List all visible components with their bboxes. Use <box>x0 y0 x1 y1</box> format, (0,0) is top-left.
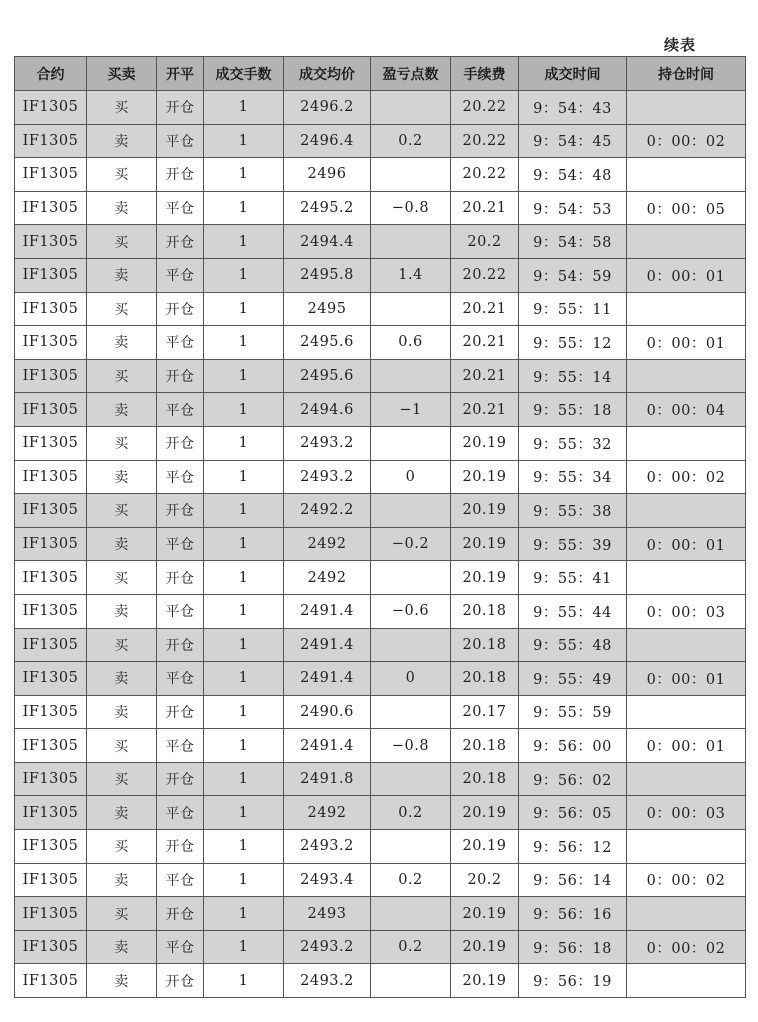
cell-fee: 20.19 <box>451 527 519 561</box>
cell-hold-time <box>627 897 746 931</box>
cell-open-close: 平仓 <box>157 124 204 158</box>
cell-side: 卖 <box>87 191 157 225</box>
header-lots: 成交手数 <box>204 57 284 91</box>
cell-trade-time: 9：55：48 <box>519 628 627 662</box>
cell-hold-time: 0：00：01 <box>627 326 746 360</box>
table-row <box>15 964 746 998</box>
cell-hold-time <box>627 964 746 998</box>
cell-pnl-points: 1.4 <box>371 258 451 292</box>
cell-fee: 20.21 <box>451 191 519 225</box>
cell-hold-time: 0：00：02 <box>627 930 746 964</box>
cell-pnl-points: −0.2 <box>371 527 451 561</box>
cell-contract: IF1305 <box>15 225 87 259</box>
cell-pnl-points <box>371 561 451 595</box>
cell-avg-price: 2491.4 <box>284 628 371 662</box>
header-trade-time: 成交时间 <box>519 57 627 91</box>
cell-trade-time: 9：56：14 <box>519 863 627 897</box>
cell-avg-price: 2496.2 <box>284 91 371 125</box>
cell-fee: 20.22 <box>451 124 519 158</box>
cell-fee: 20.17 <box>451 695 519 729</box>
cell-fee: 20.2 <box>451 225 519 259</box>
cell-lots: 1 <box>204 662 284 696</box>
cell-avg-price: 2492 <box>284 796 371 830</box>
cell-fee: 20.19 <box>451 460 519 494</box>
cell-side: 买 <box>87 494 157 528</box>
table-row <box>15 796 746 830</box>
cell-pnl-points: 0.2 <box>371 930 451 964</box>
cell-side: 买 <box>87 359 157 393</box>
trade-rows <box>15 91 746 998</box>
cell-hold-time: 0：00：04 <box>627 393 746 427</box>
cell-trade-time: 9：55：32 <box>519 426 627 460</box>
cell-side: 卖 <box>87 863 157 897</box>
cell-hold-time <box>627 695 746 729</box>
cell-contract: IF1305 <box>15 292 87 326</box>
cell-pnl-points: 0.6 <box>371 326 451 360</box>
cell-pnl-points <box>371 762 451 796</box>
cell-trade-time: 9：56：02 <box>519 762 627 796</box>
cell-lots: 1 <box>204 897 284 931</box>
cell-hold-time: 0：00：05 <box>627 191 746 225</box>
cell-lots: 1 <box>204 292 284 326</box>
cell-pnl-points <box>371 359 451 393</box>
cell-trade-time: 9：55：18 <box>519 393 627 427</box>
cell-lots: 1 <box>204 527 284 561</box>
cell-hold-time: 0：00：01 <box>627 662 746 696</box>
cell-avg-price: 2491.4 <box>284 594 371 628</box>
table-row <box>15 158 746 192</box>
cell-side: 卖 <box>87 393 157 427</box>
cell-avg-price: 2493.2 <box>284 460 371 494</box>
cell-contract: IF1305 <box>15 662 87 696</box>
cell-avg-price: 2492 <box>284 527 371 561</box>
table-row <box>15 460 746 494</box>
cell-trade-time: 9：54：45 <box>519 124 627 158</box>
cell-trade-time: 9：55：41 <box>519 561 627 595</box>
cell-lots: 1 <box>204 426 284 460</box>
cell-trade-time: 9：55：38 <box>519 494 627 528</box>
cell-contract: IF1305 <box>15 393 87 427</box>
cell-pnl-points <box>371 830 451 864</box>
cell-contract: IF1305 <box>15 527 87 561</box>
cell-hold-time <box>627 561 746 595</box>
cell-fee: 20.19 <box>451 796 519 830</box>
cell-side: 买 <box>87 729 157 763</box>
cell-contract: IF1305 <box>15 426 87 460</box>
cell-fee: 20.18 <box>451 628 519 662</box>
table-row <box>15 662 746 696</box>
cell-hold-time <box>627 359 746 393</box>
cell-avg-price: 2495.2 <box>284 191 371 225</box>
cell-hold-time <box>627 628 746 662</box>
cell-lots: 1 <box>204 494 284 528</box>
cell-open-close: 平仓 <box>157 326 204 360</box>
header-avg-price: 成交均价 <box>284 57 371 91</box>
header-row <box>15 57 746 91</box>
table-row <box>15 124 746 158</box>
cell-trade-time: 9：55：49 <box>519 662 627 696</box>
cell-fee: 20.21 <box>451 393 519 427</box>
cell-fee: 20.21 <box>451 359 519 393</box>
cell-lots: 1 <box>204 594 284 628</box>
cell-open-close: 平仓 <box>157 930 204 964</box>
cell-contract: IF1305 <box>15 561 87 595</box>
table-row <box>15 191 746 225</box>
table-row <box>15 326 746 360</box>
cell-open-close: 平仓 <box>157 662 204 696</box>
cell-side: 卖 <box>87 796 157 830</box>
cell-side: 买 <box>87 225 157 259</box>
cell-lots: 1 <box>204 393 284 427</box>
table-row <box>15 359 746 393</box>
cell-hold-time <box>627 225 746 259</box>
cell-lots: 1 <box>204 628 284 662</box>
cell-open-close: 平仓 <box>157 594 204 628</box>
header-pnl-points: 盈亏点数 <box>371 57 451 91</box>
cell-trade-time: 9：56：12 <box>519 830 627 864</box>
cell-avg-price: 2493 <box>284 897 371 931</box>
cell-hold-time <box>627 158 746 192</box>
cell-trade-time: 9：54：59 <box>519 258 627 292</box>
cell-trade-time: 9：55：39 <box>519 527 627 561</box>
table-row <box>15 930 746 964</box>
cell-contract: IF1305 <box>15 796 87 830</box>
trade-table <box>14 56 746 998</box>
cell-pnl-points: −0.8 <box>371 191 451 225</box>
cell-hold-time: 0：00：02 <box>627 863 746 897</box>
cell-open-close: 开仓 <box>157 158 204 192</box>
cell-lots: 1 <box>204 695 284 729</box>
cell-lots: 1 <box>204 762 284 796</box>
table-row <box>15 830 746 864</box>
cell-fee: 20.21 <box>451 326 519 360</box>
cell-fee: 20.22 <box>451 258 519 292</box>
table-row <box>15 628 746 662</box>
cell-pnl-points <box>371 628 451 662</box>
cell-side: 卖 <box>87 695 157 729</box>
cell-side: 买 <box>87 897 157 931</box>
header-side: 买卖 <box>87 57 157 91</box>
cell-open-close: 开仓 <box>157 628 204 662</box>
cell-contract: IF1305 <box>15 158 87 192</box>
cell-hold-time: 0：00：01 <box>627 729 746 763</box>
cell-side: 卖 <box>87 124 157 158</box>
cell-side: 卖 <box>87 594 157 628</box>
cell-hold-time: 0：00：03 <box>627 594 746 628</box>
header-open-close: 开平 <box>157 57 204 91</box>
cell-fee: 20.19 <box>451 830 519 864</box>
cell-lots: 1 <box>204 930 284 964</box>
cell-avg-price: 2496 <box>284 158 371 192</box>
cell-trade-time: 9：55：34 <box>519 460 627 494</box>
cell-hold-time <box>627 494 746 528</box>
cell-side: 卖 <box>87 460 157 494</box>
cell-open-close: 平仓 <box>157 393 204 427</box>
table-row <box>15 494 746 528</box>
cell-avg-price: 2493.2 <box>284 830 371 864</box>
cell-pnl-points: 0 <box>371 460 451 494</box>
table-row <box>15 292 746 326</box>
cell-open-close: 开仓 <box>157 225 204 259</box>
cell-side: 卖 <box>87 930 157 964</box>
cell-pnl-points: 0 <box>371 662 451 696</box>
cell-contract: IF1305 <box>15 830 87 864</box>
cell-trade-time: 9：54：43 <box>519 91 627 125</box>
cell-fee: 20.2 <box>451 863 519 897</box>
cell-fee: 20.21 <box>451 292 519 326</box>
cell-fee: 20.19 <box>451 561 519 595</box>
cell-pnl-points: 0.2 <box>371 124 451 158</box>
cell-lots: 1 <box>204 326 284 360</box>
cell-contract: IF1305 <box>15 762 87 796</box>
cell-pnl-points <box>371 91 451 125</box>
cell-contract: IF1305 <box>15 91 87 125</box>
header-hold-time: 持仓时间 <box>627 57 746 91</box>
cell-open-close: 平仓 <box>157 729 204 763</box>
cell-hold-time: 0：00：01 <box>627 527 746 561</box>
cell-avg-price: 2493.4 <box>284 863 371 897</box>
cell-hold-time: 0：00：03 <box>627 796 746 830</box>
cell-lots: 1 <box>204 796 284 830</box>
cell-pnl-points: −1 <box>371 393 451 427</box>
cell-contract: IF1305 <box>15 191 87 225</box>
cell-open-close: 平仓 <box>157 796 204 830</box>
cell-pnl-points <box>371 225 451 259</box>
cell-hold-time <box>627 762 746 796</box>
cell-open-close: 开仓 <box>157 91 204 125</box>
table-row <box>15 527 746 561</box>
cell-contract: IF1305 <box>15 695 87 729</box>
cell-open-close: 开仓 <box>157 494 204 528</box>
cell-open-close: 平仓 <box>157 258 204 292</box>
cell-lots: 1 <box>204 561 284 595</box>
cell-avg-price: 2495.8 <box>284 258 371 292</box>
cell-open-close: 平仓 <box>157 191 204 225</box>
cell-hold-time <box>627 91 746 125</box>
cell-fee: 20.19 <box>451 897 519 931</box>
cell-open-close: 开仓 <box>157 964 204 998</box>
cell-avg-price: 2493.2 <box>284 426 371 460</box>
cell-side: 卖 <box>87 964 157 998</box>
cell-pnl-points: −0.8 <box>371 729 451 763</box>
cell-contract: IF1305 <box>15 863 87 897</box>
cell-avg-price: 2494.4 <box>284 225 371 259</box>
cell-avg-price: 2495 <box>284 292 371 326</box>
cell-side: 卖 <box>87 258 157 292</box>
cell-trade-time: 9：56：18 <box>519 930 627 964</box>
table-row <box>15 225 746 259</box>
cell-fee: 20.22 <box>451 91 519 125</box>
cell-hold-time: 0：00：02 <box>627 124 746 158</box>
cell-open-close: 开仓 <box>157 695 204 729</box>
cell-avg-price: 2491.4 <box>284 729 371 763</box>
table-row <box>15 393 746 427</box>
table-row <box>15 863 746 897</box>
cell-avg-price: 2492.2 <box>284 494 371 528</box>
cell-fee: 20.18 <box>451 729 519 763</box>
cell-lots: 1 <box>204 158 284 192</box>
cell-hold-time: 0：00：01 <box>627 258 746 292</box>
cell-lots: 1 <box>204 460 284 494</box>
cell-avg-price: 2495.6 <box>284 359 371 393</box>
cell-side: 卖 <box>87 662 157 696</box>
cell-trade-time: 9：54：53 <box>519 191 627 225</box>
cell-trade-time: 9：54：48 <box>519 158 627 192</box>
cell-side: 买 <box>87 158 157 192</box>
cell-trade-time: 9：56：00 <box>519 729 627 763</box>
cell-trade-time: 9：55：44 <box>519 594 627 628</box>
cell-open-close: 开仓 <box>157 359 204 393</box>
table-row <box>15 426 746 460</box>
cell-side: 卖 <box>87 326 157 360</box>
table-row <box>15 561 746 595</box>
cell-contract: IF1305 <box>15 326 87 360</box>
cell-hold-time <box>627 830 746 864</box>
header-fee: 手续费 <box>451 57 519 91</box>
cell-hold-time <box>627 426 746 460</box>
cell-open-close: 平仓 <box>157 527 204 561</box>
cell-open-close: 平仓 <box>157 863 204 897</box>
cell-fee: 20.19 <box>451 964 519 998</box>
cell-contract: IF1305 <box>15 494 87 528</box>
cell-lots: 1 <box>204 191 284 225</box>
cell-pnl-points <box>371 158 451 192</box>
cell-open-close: 平仓 <box>157 460 204 494</box>
cell-contract: IF1305 <box>15 460 87 494</box>
cell-pnl-points <box>371 964 451 998</box>
cell-lots: 1 <box>204 359 284 393</box>
cell-fee: 20.18 <box>451 662 519 696</box>
table-row <box>15 91 746 125</box>
cell-pnl-points <box>371 897 451 931</box>
cell-avg-price: 2491.4 <box>284 662 371 696</box>
cell-trade-time: 9：55：59 <box>519 695 627 729</box>
cell-avg-price: 2490.6 <box>284 695 371 729</box>
cell-open-close: 开仓 <box>157 830 204 864</box>
cell-fee: 20.22 <box>451 158 519 192</box>
cell-side: 买 <box>87 762 157 796</box>
cell-fee: 20.19 <box>451 930 519 964</box>
cell-lots: 1 <box>204 124 284 158</box>
cell-lots: 1 <box>204 91 284 125</box>
cell-open-close: 开仓 <box>157 762 204 796</box>
cell-contract: IF1305 <box>15 897 87 931</box>
cell-pnl-points: −0.6 <box>371 594 451 628</box>
table-row <box>15 729 746 763</box>
cell-contract: IF1305 <box>15 258 87 292</box>
cell-contract: IF1305 <box>15 359 87 393</box>
cell-lots: 1 <box>204 258 284 292</box>
table-row <box>15 258 746 292</box>
cell-open-close: 开仓 <box>157 426 204 460</box>
cell-avg-price: 2491.8 <box>284 762 371 796</box>
cell-pnl-points <box>371 426 451 460</box>
cell-avg-price: 2493.2 <box>284 930 371 964</box>
table-row <box>15 762 746 796</box>
cell-hold-time: 0：00：02 <box>627 460 746 494</box>
cell-fee: 20.18 <box>451 594 519 628</box>
cell-side: 买 <box>87 561 157 595</box>
cell-contract: IF1305 <box>15 628 87 662</box>
cell-avg-price: 2494.6 <box>284 393 371 427</box>
cell-trade-time: 9：54：58 <box>519 225 627 259</box>
cell-contract: IF1305 <box>15 594 87 628</box>
table-row <box>15 594 746 628</box>
cell-avg-price: 2495.6 <box>284 326 371 360</box>
cell-pnl-points <box>371 494 451 528</box>
cell-side: 卖 <box>87 527 157 561</box>
cell-trade-time: 9：56：05 <box>519 796 627 830</box>
table-caption: 续表 <box>663 36 696 54</box>
cell-trade-time: 9：55：12 <box>519 326 627 360</box>
cell-fee: 20.18 <box>451 762 519 796</box>
cell-fee: 20.19 <box>451 426 519 460</box>
table-row <box>15 897 746 931</box>
cell-pnl-points <box>371 292 451 326</box>
cell-avg-price: 2493.2 <box>284 964 371 998</box>
cell-side: 买 <box>87 91 157 125</box>
cell-side: 买 <box>87 830 157 864</box>
cell-open-close: 开仓 <box>157 897 204 931</box>
cell-lots: 1 <box>204 863 284 897</box>
cell-side: 买 <box>87 628 157 662</box>
cell-pnl-points: 0.2 <box>371 863 451 897</box>
cell-open-close: 开仓 <box>157 561 204 595</box>
table-row <box>15 695 746 729</box>
cell-side: 买 <box>87 292 157 326</box>
cell-fee: 20.19 <box>451 494 519 528</box>
cell-avg-price: 2492 <box>284 561 371 595</box>
cell-hold-time <box>627 292 746 326</box>
cell-avg-price: 2496.4 <box>284 124 371 158</box>
cell-lots: 1 <box>204 729 284 763</box>
cell-pnl-points: 0.2 <box>371 796 451 830</box>
cell-trade-time: 9：55：11 <box>519 292 627 326</box>
cell-trade-time: 9：56：19 <box>519 964 627 998</box>
cell-trade-time: 9：55：14 <box>519 359 627 393</box>
cell-side: 买 <box>87 426 157 460</box>
cell-pnl-points <box>371 695 451 729</box>
cell-contract: IF1305 <box>15 930 87 964</box>
cell-contract: IF1305 <box>15 964 87 998</box>
cell-lots: 1 <box>204 964 284 998</box>
cell-open-close: 开仓 <box>157 292 204 326</box>
cell-contract: IF1305 <box>15 124 87 158</box>
cell-lots: 1 <box>204 225 284 259</box>
cell-contract: IF1305 <box>15 729 87 763</box>
cell-trade-time: 9：56：16 <box>519 897 627 931</box>
header-contract: 合约 <box>15 57 87 91</box>
cell-lots: 1 <box>204 830 284 864</box>
